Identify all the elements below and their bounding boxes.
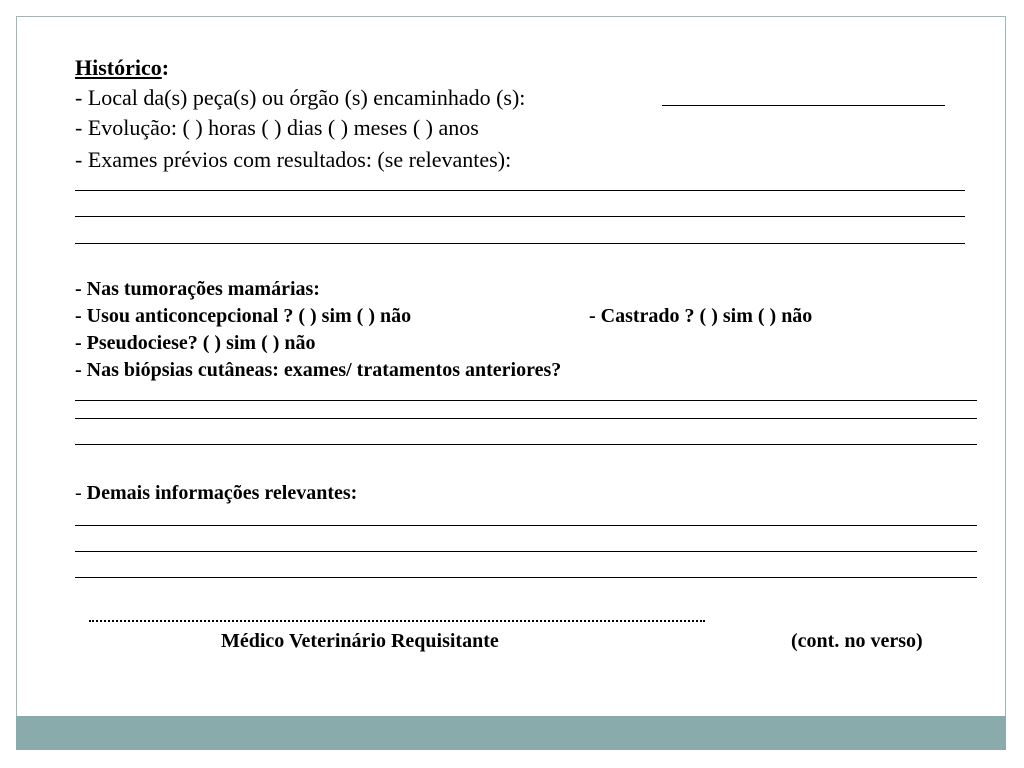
signature-line[interactable] — [89, 620, 705, 622]
exames-line: - Exames prévios com resultados: (se relevantes): — [75, 147, 512, 172]
evolucao-line: - Evolução: ( ) horas ( ) dias ( ) meses ( ) anos — [75, 115, 479, 140]
exames-answer-line-1[interactable] — [75, 190, 965, 191]
demais-label: Demais informações relevantes: — [86, 482, 358, 504]
local-answer-line[interactable] — [662, 105, 945, 106]
exames-answer-line-3[interactable] — [75, 243, 965, 244]
biopsias-line: - Nas biópsias cutâneas: exames/ tratamentos anteriores? — [75, 359, 562, 381]
local-line: - Local da(s) peça(s) ou órgão (s) encaminhado (s): — [75, 85, 526, 110]
biopsias-answer-line-2[interactable] — [75, 418, 977, 419]
demais-line — [75, 480, 357, 506]
continued-on-back: (cont. no verso) — [791, 630, 923, 652]
footer-bar — [16, 716, 1006, 750]
pseudociese-line: - Pseudociese? ( ) sim ( ) não — [75, 332, 316, 354]
historico-heading-colon: : — [161, 55, 170, 80]
biopsias-answer-line-3[interactable] — [75, 444, 977, 445]
signature-label: Médico Veterinário Requisitante — [221, 630, 499, 652]
exames-answer-line-2[interactable] — [75, 216, 965, 217]
demais-dash: - — [75, 482, 87, 504]
historico-heading — [75, 55, 169, 81]
demais-answer-line-3[interactable] — [75, 577, 977, 578]
tumoracoes-heading: - Nas tumorações mamárias: — [75, 278, 320, 300]
castrado-line: - Castrado ? ( ) sim ( ) não — [589, 305, 813, 327]
demais-answer-line-2[interactable] — [75, 551, 977, 552]
historico-heading-text: Histórico — [75, 55, 162, 80]
biopsias-answer-line-1[interactable] — [75, 400, 977, 401]
demais-answer-line-1[interactable] — [75, 525, 977, 526]
anticoncepcional-line: - Usou anticoncepcional ? ( ) sim ( ) não — [75, 305, 412, 327]
